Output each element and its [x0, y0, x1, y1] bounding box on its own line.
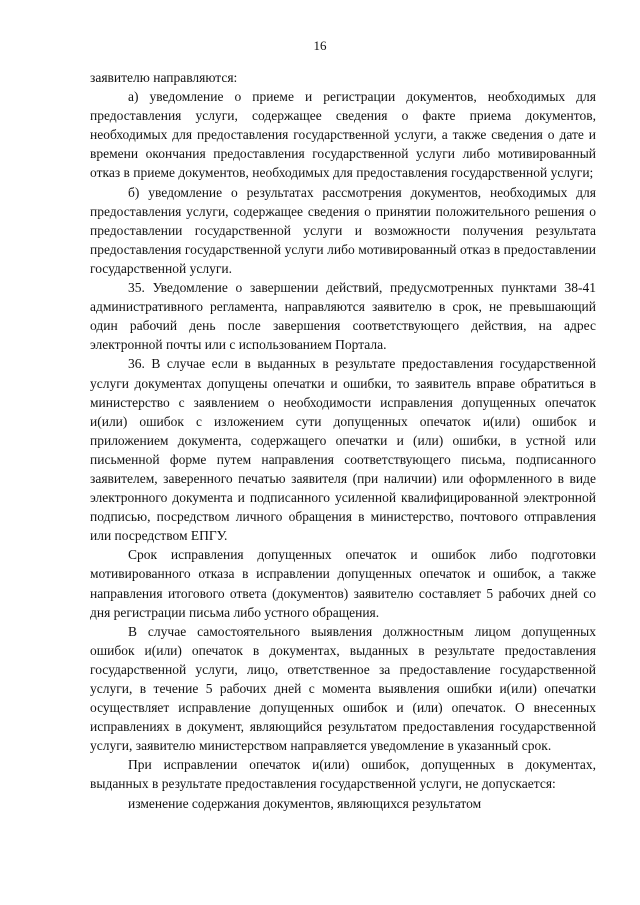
paragraph: б) уведомление о результатах рассмотрения документов, необходимых для предоставления услуги, содержащее сведения о принятии положительного решения о предоставлении государственной услуги и возможности получения результата предоставления государственной услуги либо мотивированный отказ в предоставлении государственной услуги. — [90, 184, 596, 276]
page-number: 16 — [313, 38, 327, 53]
paragraph: заявителю направляются: — [90, 70, 238, 85]
paragraph: В случае самостоятельного выявления должностным лицом допущенных ошибок и(или) опечаток в документах, выданных в результате предоставления государственной услуги, лицо, ответственное за предоставление государственной услуги, в течение 5 рабочих дней с момента выявления ошибки и(или) опечатки осуществляет исправление допущенных ошибок и (или) опечаток. О внесенных исправлениях в документ, являющийся результатом предоставления государственной услуги, заявителю министерством направляется уведомление в указанный срок. — [90, 623, 596, 754]
paragraph: изменение содержания документов, являющихся результатом — [128, 795, 482, 811]
paragraph: 35. Уведомление о завершении действий, предусмотренных пунктами 38-41 административного регламента, направляются заявителю в срок, не превышающий один рабочий день после завершения соответствующего действия, на адрес электронной почты или с использованием Портала. — [90, 280, 596, 353]
document-body — [90, 68, 596, 813]
paragraph: При исправлении опечаток и(или) ошибок, допущенных в документах, выданных в результате предоставления государственной услуги, не допускается: — [90, 757, 596, 792]
paragraph: 36. В случае если в выданных в результате предоставления государственной услуги документах допущены опечатки и ошибки, то заявитель вправе обратиться в министерство с заявлением о необходимости исправления допущенных опечаток и(или) ошибок с изложением сути допущенных опечаток и(или) ошибок и приложением документа, содержащего опечатки и (или) ошибки, в устной или письменной форме путем направления соответствующего письма, подписанного заявителем, заверенного печатью заявителя (при наличии) или оформленного в виде электронного документа и подписанного усиленной квалифицированной электронной подписью, посредством личного обращения в министерство, почтового отправления или посредством ЕПГУ. — [90, 356, 596, 544]
paragraph: Срок исправления допущенных опечаток и ошибок либо подготовки мотивированного отказа в исправлении допущенных опечаток и ошибок, а также направления итогового ответа (документов) заявителю составляет 5 рабочих дней со дня регистрации письма либо устного обращения. — [90, 547, 596, 620]
paragraph: а) уведомление о приеме и регистрации документов, необходимых для предоставления услуги, содержащее сведения о факте приема документов, необходимых для предоставления государственной услуги, а также сведения о дате и времени окончания предоставления государственной услуги либо мотивированный отказ в приеме документов, необходимых для предоставления государственной услуги; — [90, 89, 596, 181]
